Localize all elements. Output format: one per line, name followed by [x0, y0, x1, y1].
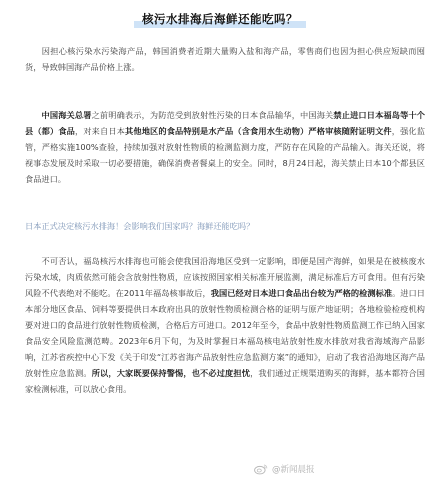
ban-statement: 禁止进口日本福岛等十个县（都）食品	[25, 110, 425, 136]
customs-name: 中国海关总署	[41, 110, 92, 120]
p2-text-c: ，强化监管，严格实施100%查验，持续加强对放射性物质的检测监测力度，严防存在风险的产品输入。海关还说，将视事态发展及时采取一切必要措施，确保消费者餐桌上的安全。同时，8月24日起，海关禁止日本10个都县区食品进口。	[25, 126, 425, 184]
paragraph-2	[25, 107, 425, 187]
paragraph-1	[25, 43, 425, 75]
p3-text-c: ，我们通过正规渠道购买的海鲜，基本都符合国家检测标准，可以放心食用。	[25, 368, 425, 394]
watermark	[254, 463, 315, 475]
inspection-standard-statement: 我国已经对日本进口食品出台较为严格的检测标准	[210, 288, 393, 298]
paragraph-3	[25, 253, 425, 397]
p2-text-b: ，对来自日本	[75, 126, 126, 136]
weibo-icon	[254, 463, 268, 475]
p3-text-b: 。进口日本部分地区食品、饲料等要提供日本政府出具的放射性物质检测合格的证明与原产地证明；各地检验检疫机构要对进口的食品进行放射性物质检测，合格后方可进口。2012年至今，食品中放射性物质监测工作已纳入国家食品安全风险监测范畴。2023年6月下旬，为及时掌握日本福岛核电站放射性废水排放对我省海域海产品影响，江苏省疾控中心下发《关于印发“江苏省海产品放射性应急监测方案”的通知》，启动了我省沿海地区海产品放射性应急监测。	[25, 288, 425, 378]
p2-text-a: 之前明确表示，为防范受到放射性污染的日本食品输华，中国海关	[91, 110, 334, 120]
p3-text-a: 不可否认，福岛核污水排海也可能会使我国沿海地区受到一定影响，即便是国产海鲜，如果是在被核废水污染水域，肉质依然可能会含放射性物质，应该按照国家相关标准开展监测，满足标准后方可食用。但有污染风险不代表绝对不能吃。在2011年福岛核事故后，	[25, 256, 425, 298]
article-title: 核污水排海后海鲜还能吃吗？	[132, 9, 308, 29]
paragraph-1-text: 因担心核污染水污染海产品，韩国消费者近期大量购入盐和海产品，零售商们也因为担心供应短缺而囤货，导致韩国海产品价格上涨。	[25, 46, 425, 72]
title-wrap	[0, 8, 440, 29]
watermark-text: @新闻晨报	[272, 465, 315, 475]
strict-review-statement: 其他地区的食品特别是水产品（含食用水生动物）严格审核随附证明文件	[125, 126, 392, 136]
section-subheading: 日本正式决定核污水排海！会影响我们国家吗？海鲜还能吃吗？	[25, 221, 255, 231]
conclusion-statement: 所以，大家既要保持警惕，也不必过度担忧	[91, 368, 251, 378]
